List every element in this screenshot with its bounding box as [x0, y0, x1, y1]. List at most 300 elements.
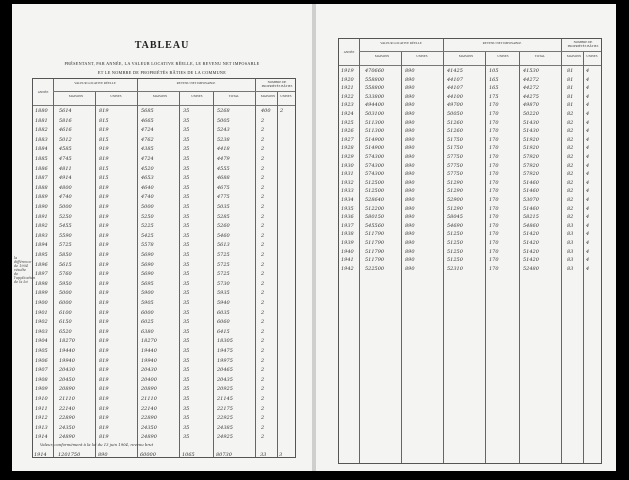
table-cell: 511300: [365, 128, 385, 135]
table-cell: 35: [183, 280, 190, 287]
table-cell: 6060: [217, 319, 230, 326]
table-cell: 35: [183, 386, 190, 393]
table-cell: 4: [586, 265, 590, 272]
table-cell: 533800: [365, 93, 385, 100]
table-cell: 511790: [365, 240, 385, 246]
table-cell: 1926: [341, 128, 354, 135]
table-cell: 819: [99, 184, 109, 191]
table-cell: 2: [261, 232, 265, 239]
table-cell: 890: [405, 240, 415, 246]
table-cell: 175: [489, 93, 499, 100]
table-cell: 815: [99, 175, 109, 182]
table-cell: 1903: [35, 328, 48, 335]
table-cell: 81: [567, 68, 574, 74]
table-cell: 83: [567, 240, 574, 246]
table-cell: 1922: [341, 93, 354, 100]
table-cell: 82: [567, 171, 574, 178]
table-cell: 2: [261, 415, 265, 422]
table-cell: 6025: [141, 319, 154, 326]
table-cell: 4: [586, 85, 590, 92]
table-cell: 51250: [447, 248, 463, 255]
table-cell: 1941: [341, 257, 354, 264]
table-cell: 35: [183, 319, 190, 326]
table-cell: 51420: [523, 257, 539, 264]
table-cell: 511790: [365, 248, 385, 255]
table-cell: 4740: [141, 194, 154, 201]
col-header-nombre: NOMBRE DE PROPRIÉTÉS BÂTIES: [261, 80, 293, 88]
table-cell: 819: [99, 242, 109, 249]
table-cell: 819: [99, 424, 109, 431]
table-cell: 49870: [523, 102, 539, 109]
table-cell: 51290: [447, 179, 463, 186]
table-cell: 1938: [341, 231, 354, 238]
table-cell: 1924: [341, 111, 354, 117]
table-cell: 22925: [217, 415, 233, 422]
table-cell: 24385: [217, 424, 233, 431]
table-cell: 2: [261, 328, 265, 335]
table-cell: 5000: [59, 204, 72, 210]
table-cell: 512500: [365, 188, 385, 195]
rcol-header-maisons-2: MAISONS: [458, 54, 474, 58]
table-cell: 1913: [35, 424, 48, 431]
table-cell: 57750: [447, 154, 463, 160]
table-cell: 819: [99, 357, 109, 364]
table-cell: 5455: [59, 223, 72, 230]
table-cell: 2: [261, 434, 265, 441]
table-cell: 49700: [447, 102, 463, 109]
table-cell: 1939: [341, 240, 354, 246]
table-cell: 19475: [217, 348, 233, 354]
table-cell: 919: [99, 146, 109, 153]
table-cell: 2: [261, 271, 265, 278]
table-cell: 58045: [447, 214, 463, 221]
table-cell: 819: [99, 204, 109, 210]
table-cell: 82: [567, 197, 574, 203]
table-cell: 54860: [523, 222, 539, 229]
table-cell: 170: [489, 162, 499, 169]
table-cell: 4: [586, 93, 590, 100]
table-cell: 41425: [447, 68, 463, 74]
table-cell: 4: [586, 162, 590, 169]
table-cell: 1900: [35, 300, 48, 306]
table-cell: 2: [261, 242, 265, 249]
table-cell: 22890: [59, 415, 75, 422]
right-page: [316, 4, 616, 471]
table-cell: 890: [405, 205, 415, 212]
table-cell: 5460: [217, 232, 230, 239]
table-cell: 35: [183, 108, 190, 114]
table-cell: 890: [405, 265, 415, 272]
table-cell: 1885: [35, 156, 48, 162]
table-cell: 2: [261, 424, 265, 431]
col-header-maisons-3: MAISONS: [260, 94, 276, 98]
table-cell: 1942: [341, 265, 354, 272]
table-cell: 35: [183, 300, 190, 306]
table-cell: 1911: [35, 405, 48, 412]
table-cell: 819: [99, 127, 109, 134]
table-cell: 21145: [217, 396, 233, 402]
left-note: Valeur, conformément à la loi du 13 juin 1904, revenu brut: [40, 442, 154, 447]
footer-cell: 3: [279, 452, 283, 458]
table-cell: 574300: [365, 154, 385, 160]
table-cell: 819: [99, 338, 109, 345]
table-cell: 2: [261, 396, 265, 402]
table-cell: 18305: [217, 338, 233, 345]
table-cell: 6415: [217, 328, 230, 335]
table-cell: 5590: [59, 232, 72, 239]
table-cell: 2: [261, 319, 265, 326]
table-cell: 4: [586, 188, 590, 195]
table-cell: 2: [261, 175, 265, 182]
table-cell: 82: [567, 154, 574, 160]
table-cell: 35: [183, 434, 190, 441]
table-cell: 1905: [35, 348, 48, 354]
table-cell: 21110: [59, 396, 75, 402]
table-cell: 4: [586, 171, 590, 178]
footer-cell: 60000: [140, 452, 156, 458]
right-table: [338, 38, 602, 464]
table-cell: 4: [586, 179, 590, 186]
table-cell: 6520: [59, 328, 72, 335]
table-cell: 1936: [341, 214, 354, 221]
table-cell: 1908: [35, 376, 48, 383]
table-cell: 2: [261, 386, 265, 393]
table-cell: 815: [99, 136, 109, 143]
table-cell: 494400: [365, 102, 385, 109]
table-cell: 51460: [523, 205, 539, 212]
table-cell: 24890: [141, 434, 157, 441]
table-cell: 35: [183, 194, 190, 201]
table-cell: 1910: [35, 396, 48, 402]
table-cell: 4762: [141, 136, 154, 143]
table-cell: 82: [567, 111, 574, 117]
table-cell: 819: [99, 396, 109, 402]
table-cell: 1899: [35, 290, 48, 297]
table-cell: 170: [489, 231, 499, 238]
table-cell: 50050: [447, 111, 463, 117]
table-cell: 19440: [59, 348, 75, 354]
table-cell: 5850: [59, 252, 72, 258]
table-cell: 890: [405, 85, 415, 92]
table-cell: 5000: [59, 290, 72, 297]
table-cell: 22175: [217, 405, 233, 412]
table-cell: 4385: [141, 146, 154, 153]
table-cell: 1891: [35, 213, 48, 220]
table-cell: 1884: [35, 146, 48, 153]
table-cell: 170: [489, 136, 499, 143]
table-cell: 819: [99, 280, 109, 287]
subtitle-line1: PRÉSENTANT, PAR ANNÉE, LA VALEUR LOCATIVE RÉELLE, LE REVENU NET IMPOSABLE: [64, 61, 260, 66]
table-cell: 1893: [35, 232, 48, 239]
table-cell: 890: [405, 154, 415, 160]
table-cell: 51250: [447, 240, 463, 246]
table-cell: 1886: [35, 165, 48, 172]
table-cell: 35: [183, 405, 190, 412]
table-cell: 170: [489, 102, 499, 109]
table-cell: 819: [99, 156, 109, 162]
table-cell: 21110: [141, 396, 157, 402]
table-cell: 1933: [341, 188, 354, 195]
table-cell: 35: [183, 146, 190, 153]
table-cell: 35: [183, 376, 190, 383]
table-cell: 890: [405, 179, 415, 186]
table-cell: 22140: [59, 405, 75, 412]
table-cell: 819: [99, 328, 109, 335]
table-cell: 4: [586, 68, 590, 74]
table-cell: 35: [183, 223, 190, 230]
table-cell: 170: [489, 119, 499, 126]
table-cell: 4: [586, 214, 590, 221]
table-cell: 41530: [523, 68, 539, 74]
table-cell: 2: [261, 348, 265, 354]
footer-cell: 1914: [34, 452, 47, 458]
left-table: [32, 78, 296, 458]
table-cell: 35: [183, 117, 190, 124]
table-cell: 890: [405, 171, 415, 178]
table-cell: 1887: [35, 175, 48, 182]
rcol-header-maisons: MAISONS: [374, 54, 390, 58]
table-cell: 5940: [217, 300, 230, 306]
table-cell: 20890: [59, 386, 75, 393]
table-cell: 511790: [365, 231, 385, 238]
table-cell: 57920: [523, 171, 539, 178]
table-cell: 51250: [447, 257, 463, 264]
table-cell: 51920: [523, 145, 539, 152]
col-header-annee: ANNÉE: [37, 90, 49, 94]
table-cell: 22140: [141, 405, 157, 412]
table-cell: 50220: [523, 111, 539, 117]
table-cell: 819: [99, 194, 109, 201]
table-cell: 20435: [217, 376, 233, 383]
col-header-maisons: MAISONS: [68, 94, 84, 98]
table-cell: 890: [405, 119, 415, 126]
table-cell: 52310: [447, 265, 463, 272]
table-cell: 1909: [35, 386, 48, 393]
table-cell: 35: [183, 367, 190, 374]
table-cell: 1912: [35, 415, 48, 422]
table-cell: 105: [489, 68, 499, 74]
table-cell: 51460: [523, 188, 539, 195]
table-cell: 5615: [59, 261, 72, 268]
table-cell: 558800: [365, 76, 385, 83]
table-cell: 51420: [523, 240, 539, 246]
table-cell: 819: [99, 261, 109, 268]
table-cell: 170: [489, 128, 499, 135]
table-cell: 574300: [365, 162, 385, 169]
table-cell: 1935: [341, 205, 354, 212]
table-cell: 511790: [365, 257, 385, 264]
table-cell: 20890: [141, 386, 157, 393]
table-cell: 2: [261, 165, 265, 172]
table-cell: 1883: [35, 136, 48, 143]
table-cell: 1881: [35, 117, 48, 124]
table-cell: 51750: [447, 145, 463, 152]
table-cell: 51260: [447, 128, 463, 135]
table-cell: 4: [586, 197, 590, 203]
table-cell: 2: [261, 194, 265, 201]
table-cell: 44100: [447, 93, 463, 100]
table-cell: 1892: [35, 223, 48, 230]
table-cell: 5900: [141, 290, 154, 297]
table-cell: 170: [489, 197, 499, 203]
table-cell: 35: [183, 213, 190, 220]
table-cell: 44107: [447, 85, 463, 92]
table-cell: 528640: [365, 197, 385, 203]
table-cell: 890: [405, 188, 415, 195]
table-cell: 1895: [35, 252, 48, 258]
table-cell: 81: [567, 102, 574, 109]
table-cell: 19940: [141, 357, 157, 364]
table-cell: 5690: [141, 252, 154, 258]
table-cell: 1923: [341, 102, 354, 109]
table-cell: 44275: [523, 93, 539, 100]
table-cell: 819: [99, 348, 109, 354]
table-cell: 35: [183, 242, 190, 249]
table-cell: 83: [567, 222, 574, 229]
table-cell: 890: [405, 68, 415, 74]
table-cell: 890: [405, 248, 415, 255]
footer-cell: 80730: [216, 452, 232, 458]
table-cell: 6000: [59, 300, 72, 306]
table-cell: 57750: [447, 162, 463, 169]
table-cell: 5725: [59, 242, 72, 249]
rcol-header-valeur: VALEUR LOCATIVE RÉELLE: [380, 41, 422, 45]
table-cell: 44272: [523, 85, 539, 92]
table-cell: 5614: [59, 108, 72, 114]
table-cell: 1906: [35, 357, 48, 364]
table-cell: 51250: [447, 231, 463, 238]
table-cell: 4: [586, 231, 590, 238]
table-cell: 890: [405, 162, 415, 169]
table-cell: 35: [183, 396, 190, 402]
table-cell: 5012: [59, 136, 72, 143]
table-cell: 4555: [217, 165, 230, 172]
table-cell: 51430: [523, 128, 539, 135]
table-cell: 1896: [35, 261, 48, 268]
rcol-header-usines-3: USINES: [586, 54, 598, 58]
table-cell: 522500: [365, 265, 385, 272]
table-cell: 19940: [59, 357, 75, 364]
table-cell: 82: [567, 205, 574, 212]
table-cell: 2: [261, 213, 265, 220]
table-cell: 2: [261, 146, 265, 153]
table-cell: 2: [261, 117, 265, 124]
table-cell: 51290: [447, 188, 463, 195]
table-cell: 82: [567, 162, 574, 169]
table-cell: 4: [586, 240, 590, 246]
table-cell: 2: [261, 309, 265, 316]
table-cell: 51420: [523, 231, 539, 238]
table-cell: 5695: [141, 280, 154, 287]
table-cell: 57920: [523, 162, 539, 169]
table-cell: 170: [489, 154, 499, 160]
table-cell: 1940: [341, 248, 354, 255]
table-cell: 890: [405, 111, 415, 117]
table-cell: 4: [586, 145, 590, 152]
footer-cell: 1065: [182, 452, 195, 458]
table-cell: 1932: [341, 179, 354, 186]
table-cell: 35: [183, 348, 190, 354]
table-cell: 1890: [35, 204, 48, 210]
table-cell: 2: [261, 127, 265, 134]
table-cell: 5950: [59, 280, 72, 287]
table-cell: 1925: [341, 119, 354, 126]
table-cell: 82: [567, 128, 574, 135]
table-cell: 890: [405, 197, 415, 203]
table-cell: 574300: [365, 171, 385, 178]
table-cell: 503100: [365, 111, 385, 117]
table-cell: 5685: [141, 108, 154, 114]
table-cell: 2: [261, 367, 265, 374]
table-cell: 35: [183, 424, 190, 431]
table-cell: 24350: [59, 424, 75, 431]
table-cell: 165: [489, 85, 499, 92]
table-cell: 890: [405, 214, 415, 221]
table-cell: 819: [99, 415, 109, 422]
table-cell: 6035: [217, 309, 230, 316]
rcol-header-nombre: NOMBRE DE PROPRIÉTÉS BÂTIES: [567, 40, 599, 48]
col-header-revenu: REVENU NET IMPOSABLE: [176, 81, 216, 85]
col-header-valeur: VALEUR LOCATIVE RÉELLE: [74, 81, 116, 85]
table-cell: 5250: [141, 213, 154, 220]
table-cell: 20430: [59, 367, 75, 374]
table-cell: 4: [586, 76, 590, 83]
table-cell: 819: [99, 309, 109, 316]
table-cell: 20400: [141, 376, 157, 383]
table-cell: 819: [99, 290, 109, 297]
table-cell: 890: [405, 136, 415, 143]
table-cell: 5035: [217, 204, 230, 210]
table-cell: 52900: [447, 197, 463, 203]
table-cell: 165: [489, 76, 499, 83]
table-cell: 815: [99, 117, 109, 124]
table-cell: 4: [586, 128, 590, 135]
table-cell: 890: [405, 128, 415, 135]
table-cell: 2: [261, 405, 265, 412]
table-cell: 5268: [217, 108, 230, 114]
table-cell: 1934: [341, 197, 354, 203]
table-cell: 890: [405, 231, 415, 238]
table-cell: 1882: [35, 127, 48, 134]
table-cell: 51420: [523, 248, 539, 255]
table-cell: 5000: [141, 204, 154, 210]
table-cell: 4775: [217, 194, 230, 201]
table-cell: 4: [586, 136, 590, 143]
table-cell: 2: [261, 290, 265, 297]
table-cell: 5005: [217, 117, 230, 124]
table-cell: 81: [567, 93, 574, 100]
table-cell: 4640: [141, 184, 154, 191]
table-cell: 5725: [217, 261, 230, 268]
table-cell: 5690: [141, 271, 154, 278]
table-cell: 19440: [141, 348, 157, 354]
table-cell: 819: [99, 232, 109, 239]
table-cell: 819: [99, 376, 109, 383]
table-cell: 5425: [141, 232, 154, 239]
table-cell: 5250: [59, 213, 72, 220]
table-cell: 2: [261, 156, 265, 162]
table-cell: 170: [489, 188, 499, 195]
table-cell: 890: [405, 222, 415, 229]
table-cell: 4: [586, 102, 590, 109]
table-cell: 44107: [447, 76, 463, 83]
table-cell: 4: [586, 222, 590, 229]
table-cell: 819: [99, 108, 109, 114]
table-cell: 35: [183, 252, 190, 258]
footer-cell: 33: [260, 452, 267, 458]
table-cell: 57750: [447, 171, 463, 178]
table-cell: 4675: [217, 184, 230, 191]
